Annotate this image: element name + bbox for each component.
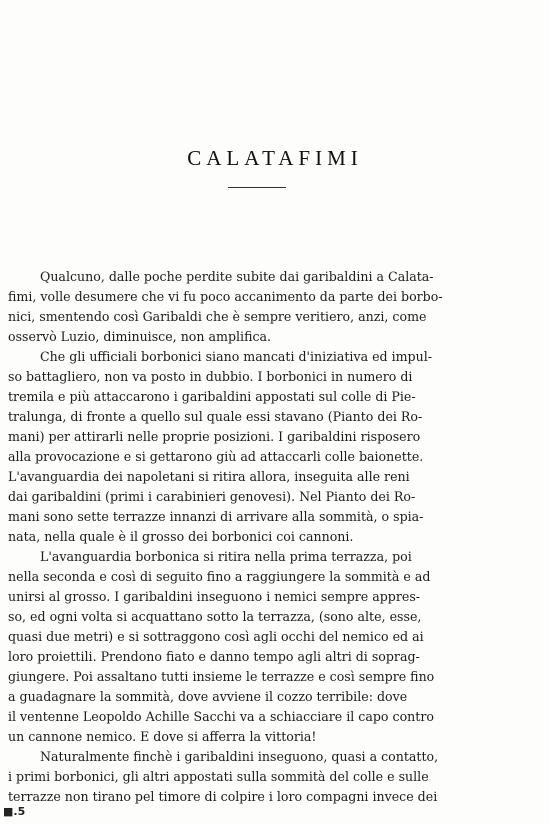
text-line: L'avanguardia borbonica si ritira nella prima terrazza, poi bbox=[40, 549, 412, 564]
text-line: L'avanguardia dei napoletani si ritira allora, inseguita alle reni bbox=[8, 469, 410, 484]
text-line: unirsi al grosso. I garibaldini inseguono i nemici sempre appres- bbox=[8, 589, 421, 604]
text-line: i primi borbonici, gli altri appostati sulla sommità del colle e sulle bbox=[8, 769, 429, 784]
text-line: dai garibaldini (primi i carabinieri genovesi). Nel Pianto dei Ro- bbox=[8, 489, 416, 504]
page-folio: ■.5 bbox=[3, 805, 26, 818]
text-line: terrazze non tirano pel timore di colpire i loro compagni invece dei bbox=[8, 789, 438, 804]
text-line: so battagliero, non va posto in dubbio. I borbonici in numero di bbox=[8, 369, 413, 384]
title-rule bbox=[228, 187, 286, 188]
text-line: mani) per attirarli nelle proprie posizioni. I garibaldini risposero bbox=[8, 429, 421, 444]
text-line: osservò Luzio, diminuisce, non amplifica. bbox=[8, 329, 272, 344]
text-line: Qualcuno, dalle poche perdite subite dai garibaldini a Calata- bbox=[40, 269, 434, 284]
chapter-title: CALATAFIMI bbox=[187, 146, 363, 170]
text-line: Che gli ufficiali borbonici siano mancati d'iniziativa ed impul- bbox=[40, 349, 433, 364]
text-line: a guadagnare la sommità, dove avviene il cozzo terribile: dove bbox=[8, 689, 408, 704]
text-line: tremila e più attaccarono i garibaldini appostati sul colle di Pie- bbox=[8, 389, 416, 404]
text-line: nici, smentendo così Garibaldi che è sempre veritiero, anzi, come bbox=[8, 309, 427, 324]
text-line: so, ed ogni volta si acquattano sotto la terrazza, (sono alte, esse, bbox=[8, 609, 422, 624]
text-line: quasi due metri) e si sottraggono così agli occhi del nemico ed ai bbox=[8, 629, 424, 644]
text-line: fimi, volle desumere che vi fu poco accanimento da parte dei borbo- bbox=[8, 289, 443, 304]
text-line: il ventenne Leopoldo Achille Sacchi va a schiacciare il capo contro bbox=[8, 709, 434, 724]
text-line: giungere. Poi assaltano tutti insieme le terrazze e così sempre fino bbox=[8, 669, 435, 684]
text-line: tralunga, di fronte a quello sul quale essi stavano (Pianto dei Ro- bbox=[8, 409, 423, 424]
text-line: loro proiettili. Prendono fiato e danno tempo agli altri di soprag- bbox=[8, 649, 420, 664]
text-line: nella seconda e così di seguito fino a raggiungere la sommità e ad bbox=[8, 569, 431, 584]
text-line: Naturalmente finchè i garibaldini inseguono, quasi a contatto, bbox=[40, 749, 439, 764]
text-line: un cannone nemico. E dove si afferra la vittoria! bbox=[8, 729, 317, 744]
text-line: alla provocazione e si gettarono giù ad attaccarli colle baionette. bbox=[8, 449, 424, 464]
text-line: nata, nella quale è il grosso dei borbonici coi cannoni. bbox=[8, 529, 354, 544]
text-line: mani sono sette terrazze innanzi di arrivare alla sommità, o spia- bbox=[8, 509, 424, 524]
